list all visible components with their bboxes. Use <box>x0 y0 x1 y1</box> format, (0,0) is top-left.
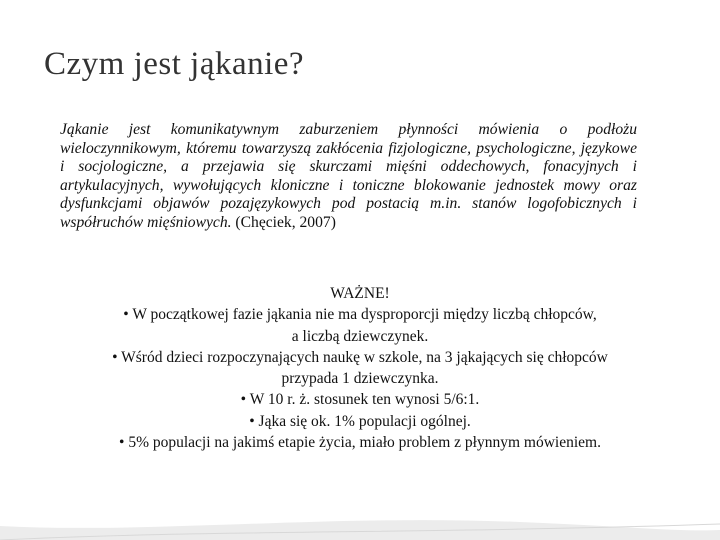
definition-citation: (Chęciek, 2007) <box>231 213 336 231</box>
notes-line: a liczbą dziewczynek. <box>291 327 429 345</box>
notes-line: przypada 1 dziewczynka. <box>281 370 439 388</box>
notes-heading: WAŻNE! <box>330 285 390 302</box>
decorative-wave <box>0 504 720 540</box>
notes-line: • W 10 r. ż. stosunek ten wynosi 5/6:1. <box>240 391 480 409</box>
notes-line: • Wśród dzieci rozpoczynających naukę w szkole, na 3 jąkających się chłopców <box>112 348 608 366</box>
notes-line: • 5% populacji na jakimś etapie życia, miało problem z płynnym mówieniem. <box>119 434 601 452</box>
definition-text: Jąkanie jest komunikatywnym zaburzeniem płynności mówienia o podłożu wieloczynnikowym, któremu towarzyszą zakłócenia fizjologiczne, psychologiczne, językowe i socjologiczne, a przejawia się skurczami mięśni oddechowych, fonacyjnych i artykulacyjnych, wywołujących kloniczne i toniczne blokowanie jednostek mowy oraz dysfunkcjami objawów pozajęzykowych pod postacią m.in. stanów logofobicznych i współruchów mięśniowych. <box>60 121 637 231</box>
slide-title: Czym jest jąkanie? <box>44 46 305 82</box>
definition-paragraph <box>60 121 637 233</box>
notes-line: • W początkowej fazie jąkania nie ma dysproporcji między liczbą chłopców, <box>123 306 597 324</box>
notes-line: • Jąka się ok. 1% populacji ogólnej. <box>249 412 471 430</box>
notes-block <box>30 283 690 453</box>
